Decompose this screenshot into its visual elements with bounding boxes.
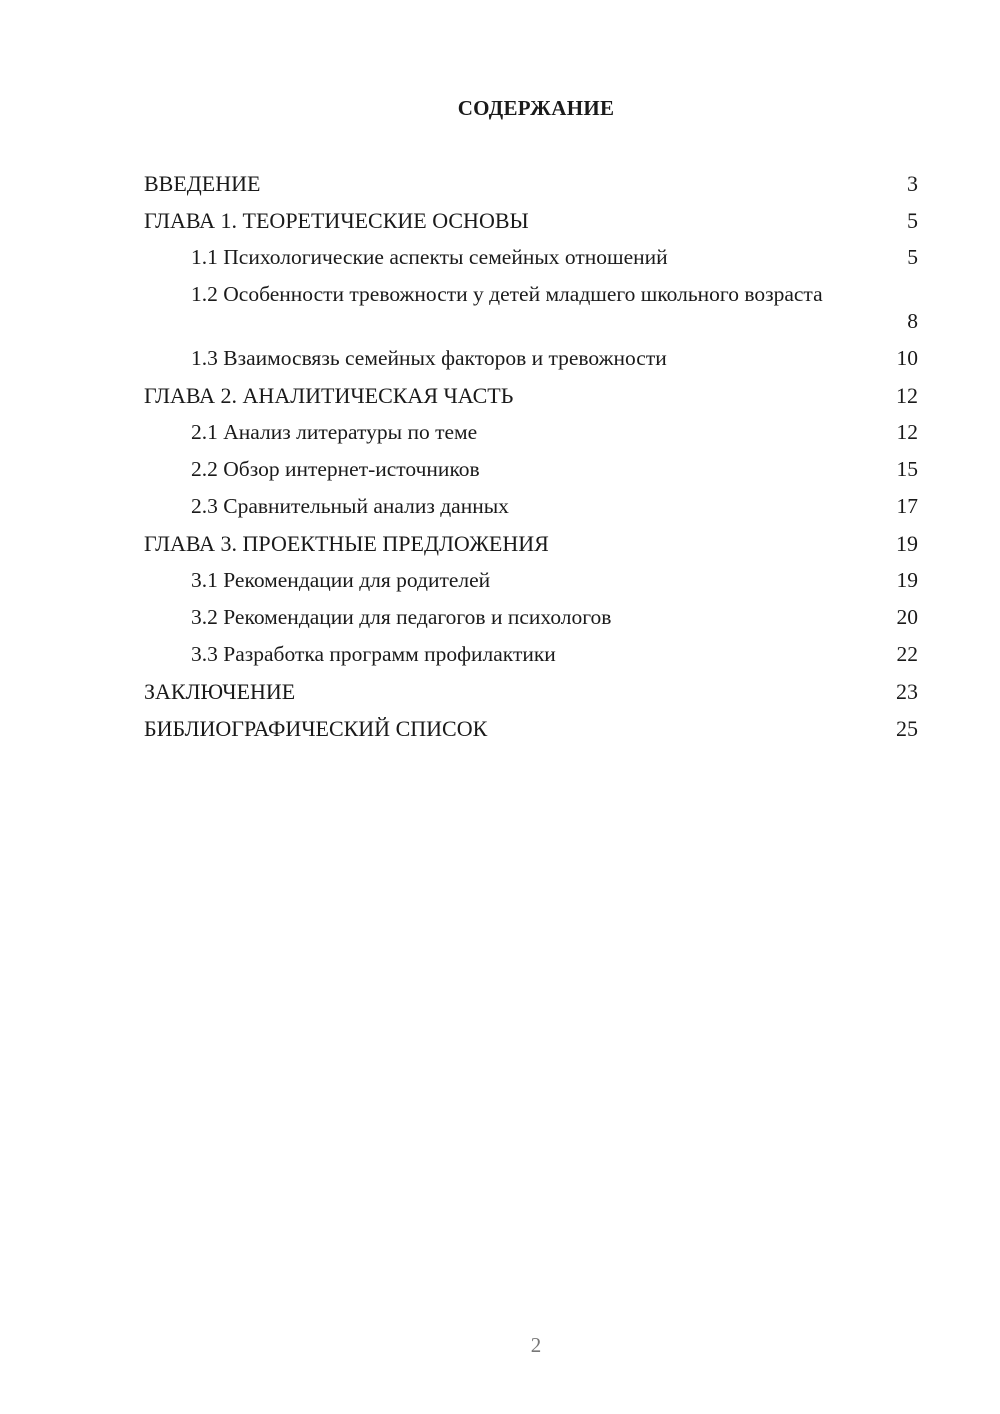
toc-entry-section-2-2: [144, 456, 918, 493]
toc-page-number: 12: [896, 420, 918, 444]
toc-entry-section-1-2: [144, 281, 918, 345]
toc-page-number: 12: [896, 383, 918, 408]
toc-entry-bibliography: [144, 715, 918, 752]
toc-entry-conclusion: [144, 678, 918, 715]
toc-entry-text: ВВЕДЕНИЕ: [144, 171, 261, 196]
toc-entry-section-3-2: [144, 604, 918, 641]
toc-entry-text: 3.2 Рекомендации для педагогов и психологов: [191, 605, 612, 629]
toc-page-number: 22: [896, 642, 918, 666]
toc-page-number: 17: [896, 494, 918, 518]
toc-entry-text: ГЛАВА 1. ТЕОРЕТИЧЕСКИЕ ОСНОВЫ: [144, 208, 529, 233]
toc-page-number: 19: [896, 531, 918, 556]
toc-entry-text: ГЛАВА 3. ПРОЕКТНЫЕ ПРЕДЛОЖЕНИЯ: [144, 531, 549, 556]
toc-entry-text: 1.2 Особенности тревожности у детей младшего школьного возраста: [191, 282, 823, 306]
toc-page-number: 25: [896, 716, 918, 741]
toc-entry-introduction: [144, 170, 918, 207]
toc-page-number: 23: [896, 679, 918, 704]
toc-page-number: 5: [907, 245, 918, 269]
footer-page-number: 2: [530, 1333, 542, 1357]
toc-entry-chapter-1: [144, 207, 918, 244]
toc-entry-text: 2.2 Обзор интернет-источников: [191, 457, 480, 481]
toc-page-number: 3: [907, 171, 918, 196]
toc-entry-text: 3.1 Рекомендации для родителей: [191, 568, 491, 592]
toc-entry-chapter-3: [144, 530, 918, 567]
toc-entry-text: ГЛАВА 2. АНАЛИТИЧЕСКАЯ ЧАСТЬ: [144, 383, 514, 408]
toc-page-number: 19: [896, 568, 918, 592]
toc-entry-chapter-2: [144, 382, 918, 419]
toc-entry-section-2-3: [144, 493, 918, 530]
toc-page-number: 15: [896, 457, 918, 481]
toc-entry-text: 1.3 Взаимосвязь семейных факторов и тревожности: [191, 346, 667, 370]
page-title: СОДЕРЖАНИЕ: [457, 96, 615, 120]
toc-entry-text: ЗАКЛЮЧЕНИЕ: [144, 679, 296, 704]
toc-entry-text: БИБЛИОГРАФИЧЕСКИЙ СПИСОК: [144, 716, 488, 741]
toc-entry-text: 2.1 Анализ литературы по теме: [191, 420, 478, 444]
table-of-contents: [144, 170, 918, 752]
toc-entry-text: 3.3 Разработка программ профилактики: [191, 642, 556, 666]
toc-entry-section-3-1: [144, 567, 918, 604]
toc-page-number: 5: [907, 208, 918, 233]
toc-page-number: 8: [907, 309, 918, 333]
toc-page-number: 10: [896, 346, 918, 370]
toc-page-number: 20: [896, 605, 918, 629]
toc-entry-section-1-3: [144, 345, 918, 382]
toc-entry-section-2-1: [144, 419, 918, 456]
toc-entry-text: 1.1 Психологические аспекты семейных отношений: [191, 245, 668, 269]
toc-entry-section-1-1: [144, 244, 918, 281]
toc-entry-section-3-3: [144, 641, 918, 678]
toc-entry-text: 2.3 Сравнительный анализ данных: [191, 494, 509, 518]
